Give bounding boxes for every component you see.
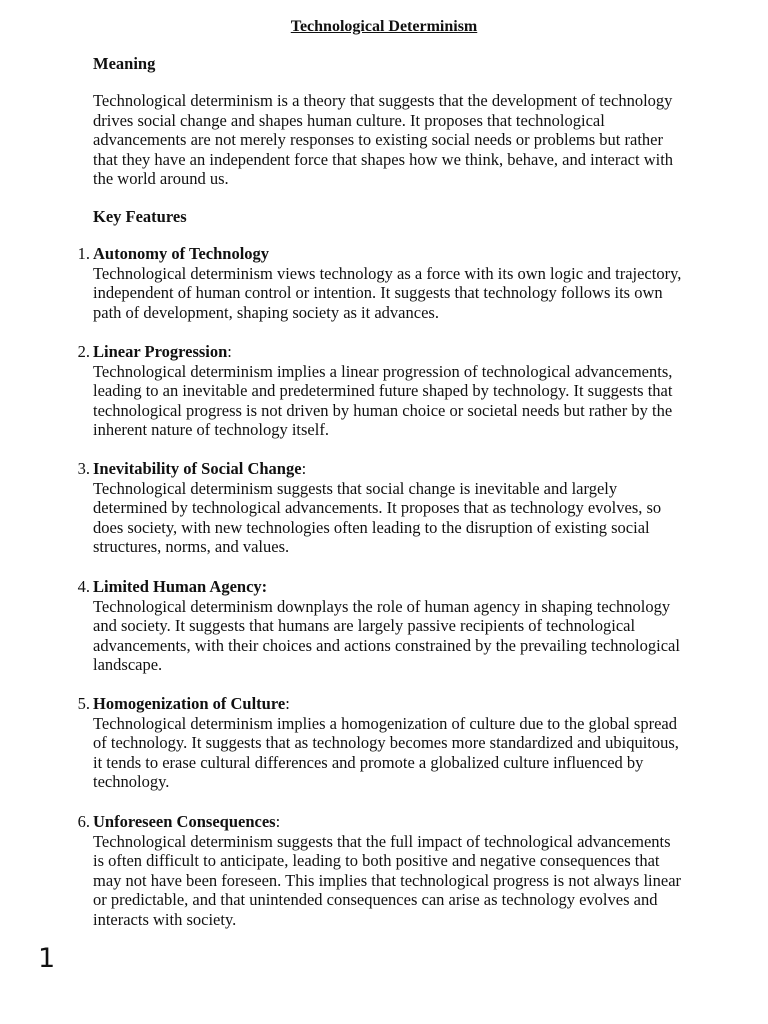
key-features-heading: Key Features — [93, 207, 187, 226]
feature-body: Technological determinism suggests that the full impact of technological advancements is often difficult to anticipate, leading to both positive and negative consequences that may not have been foreseen. This implies that technological progress is not always linear or predictable, and that unintended consequences can arise as technology evolves and interacts with society. — [93, 831, 682, 929]
feature-body: Technological determinism suggests that social change is inevitable and largely determined by technological advancements. It proposes that as technology evolves, so does society, with new technologies often leading to the disruption of existing social structures, norms, and values. — [93, 478, 662, 557]
page-number: 1 — [38, 943, 56, 974]
feature-number: 3. — [77, 459, 90, 478]
meaning-paragraph: Technological determinism is a theory that suggests that the development of technology drives social change and shapes human culture. It proposes that technological advancements are not merely responses to existing social needs or problems but rather that they have an independent force that shapes how we think, behave, and interact with the world around us. — [93, 91, 674, 189]
feature-number: 4. — [77, 577, 90, 596]
feature-number: 6. — [77, 812, 90, 831]
feature-title: Unforeseen Consequences: — [93, 812, 281, 831]
feature-title: Inevitability of Social Change: — [93, 459, 307, 478]
feature-number: 2. — [77, 342, 90, 361]
feature-title: Homogenization of Culture: — [93, 694, 290, 713]
feature-body: Technological determinism implies a homogenization of culture due to the global spread of technology. It suggests that as technology becomes more standardized and ubiquitous, it tends to erase cultural differences and promote a globalized culture influenced by technology. — [93, 713, 679, 792]
meaning-heading: Meaning — [93, 54, 156, 73]
feature-number: 1. — [77, 244, 90, 263]
feature-title: Autonomy of Technology — [93, 244, 270, 263]
feature-title: Limited Human Agency: — [93, 577, 268, 596]
feature-body: Technological determinism views technology as a force with its own logic and trajectory, independent of human control or intention. It suggests that technology follows its own path of development, shaping society as it advances. — [93, 263, 682, 322]
feature-body: Technological determinism downplays the role of human agency in shaping technology and society. It suggests that humans are largely passive recipients of technological advancements, with their choices and actions constrained by the prevailing technological landscape. — [93, 596, 680, 675]
document-title: Technological Determinism — [290, 18, 478, 35]
feature-number: 5. — [77, 694, 90, 713]
feature-body: Technological determinism implies a linear progression of technological advancements, leading to an inevitable and predetermined future shaped by technology. It suggests that technological progress is not driven by human choice or societal needs but rather by the inherent nature of technology itself. — [93, 361, 673, 440]
feature-title: Linear Progression: — [93, 342, 232, 361]
